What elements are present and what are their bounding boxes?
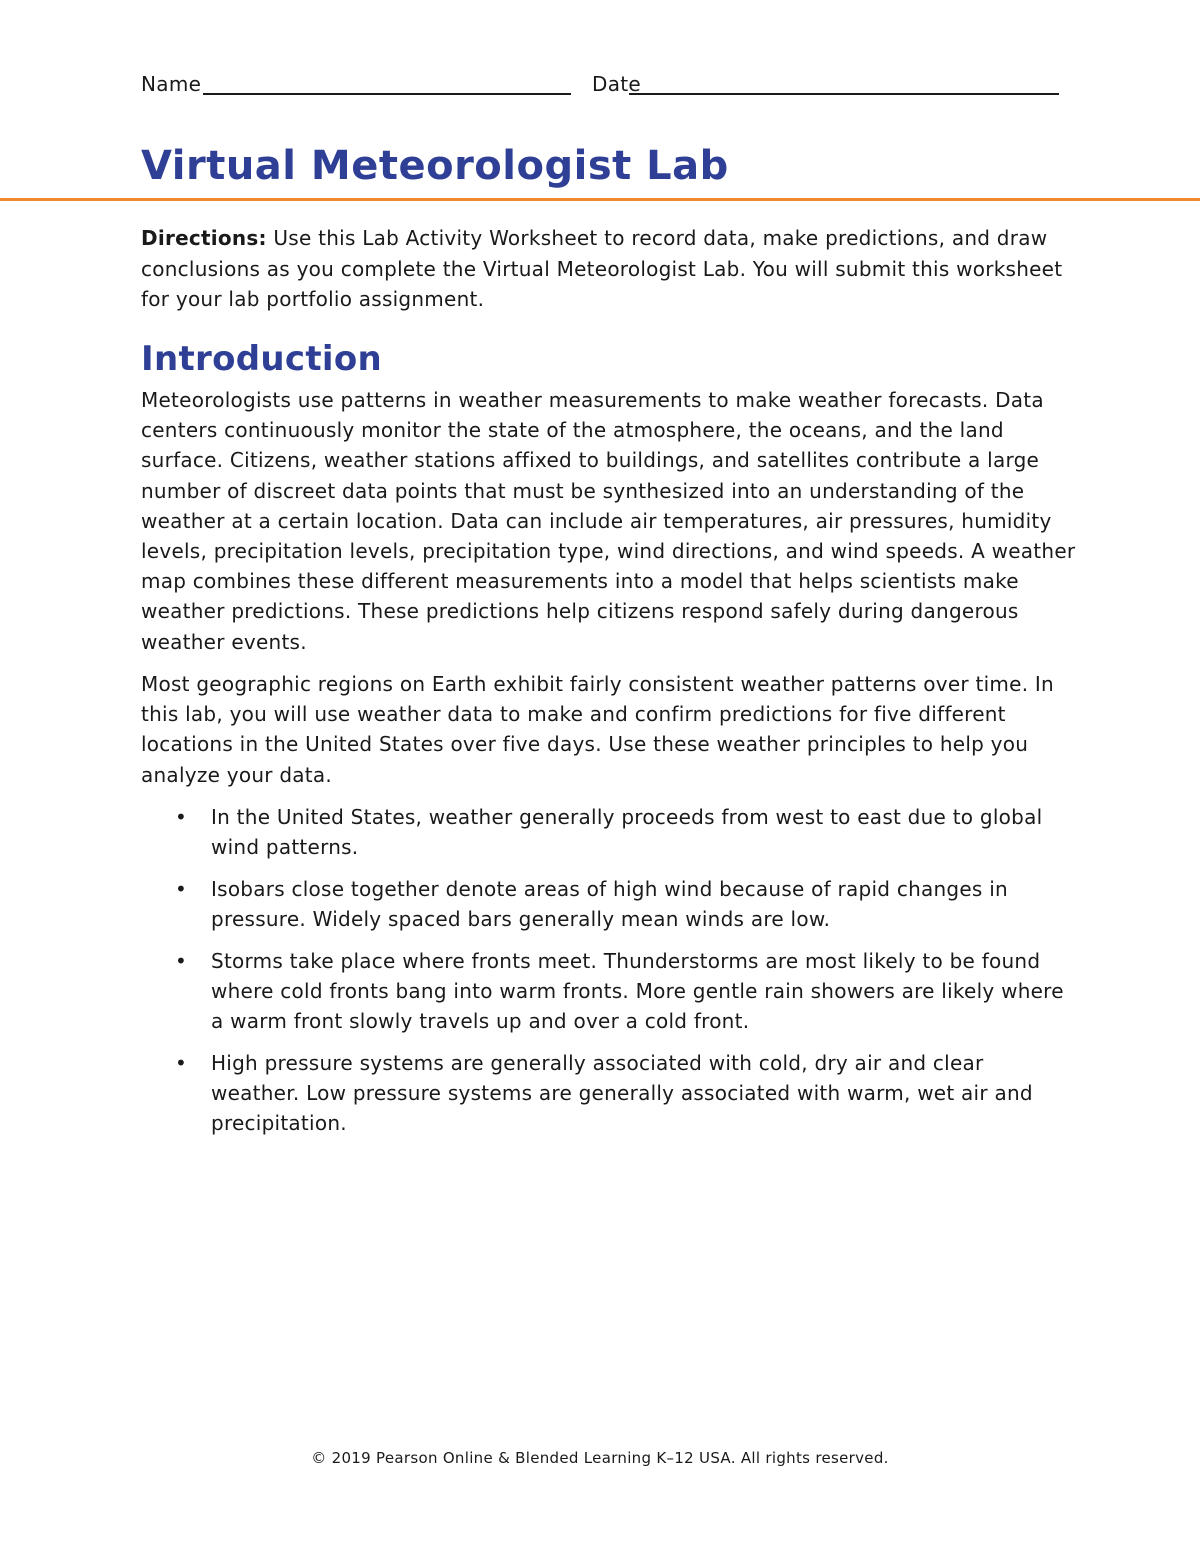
list-item: [141, 1048, 1076, 1139]
name-label: Name: [141, 72, 202, 96]
list-item-text: High pressure systems are generally associated with cold, dry air and clear weather. Low pressure systems are generally associated with warm, wet air and precipitation.: [211, 1050, 1033, 1136]
directions-label: Directions:: [141, 226, 267, 250]
list-item-text: In the United States, weather generally proceeds from west to east due to global wind patterns.: [211, 805, 1043, 860]
bullet-icon: •: [175, 1050, 188, 1075]
bullet-icon: •: [175, 805, 188, 829]
date-field-line: [629, 93, 1059, 95]
bullet-icon: •: [175, 948, 188, 973]
copyright-footer: © 2019 Pearson Online & Blended Learning K–12 USA. All rights reserved.: [311, 1449, 889, 1467]
page-title: Virtual Meteorologist Lab: [141, 143, 729, 189]
list-item: [141, 802, 1076, 862]
title-divider: [0, 198, 1200, 201]
name-date-row: [141, 70, 1061, 98]
list-item: [141, 946, 1076, 1037]
introduction-heading: Introduction: [141, 339, 383, 379]
bullet-icon: •: [175, 876, 188, 901]
intro-paragraph-1: Meteorologists use patterns in weather measurements to make weather forecasts. Data centers continuously monitor the state of the atmosphere, the oceans, and the land surface. Citizens, weather stations affixed to buildings, and satellites contribute a large number of discreet data points that must be synthesized into an understanding of the weather at a certain location. Data can include air temperatures, air pressures, humidity levels, precipitation levels, precipitation type, wind directions, and wind speeds. A weather map combines these different measurements into a model that helps scientists make weather predictions. These predictions help citizens respond safely during dangerous weather events.: [141, 388, 1076, 654]
date-label: Date: [592, 72, 642, 96]
list-item-text: Isobars close together denote areas of high wind because of rapid changes in pressure. Widely spaced bars generally mean winds are low.: [211, 876, 1008, 932]
weather-principles-list: [141, 802, 1076, 1150]
directions-paragraph: [141, 223, 1076, 315]
intro-paragraph-2: Most geographic regions on Earth exhibit fairly consistent weather patterns over time. In this lab, you will use weather data to make and confirm predictions for five different locations in the United States over five days. Use these weather principles to help you analyze your data.: [141, 672, 1054, 787]
list-item: [141, 874, 1076, 934]
list-item-text: Storms take place where fronts meet. Thunderstorms are most likely to be found where cold fronts bang into warm fronts. More gentle rain showers are likely where a warm front slowly travels up and over a cold front.: [211, 948, 1064, 1034]
directions-text: Use this Lab Activity Worksheet to record data, make predictions, and draw conclusions as you complete the Virtual Meteorologist Lab. You will submit this worksheet for your lab portfolio assignment.: [141, 226, 1063, 311]
name-field-line: [203, 93, 571, 95]
